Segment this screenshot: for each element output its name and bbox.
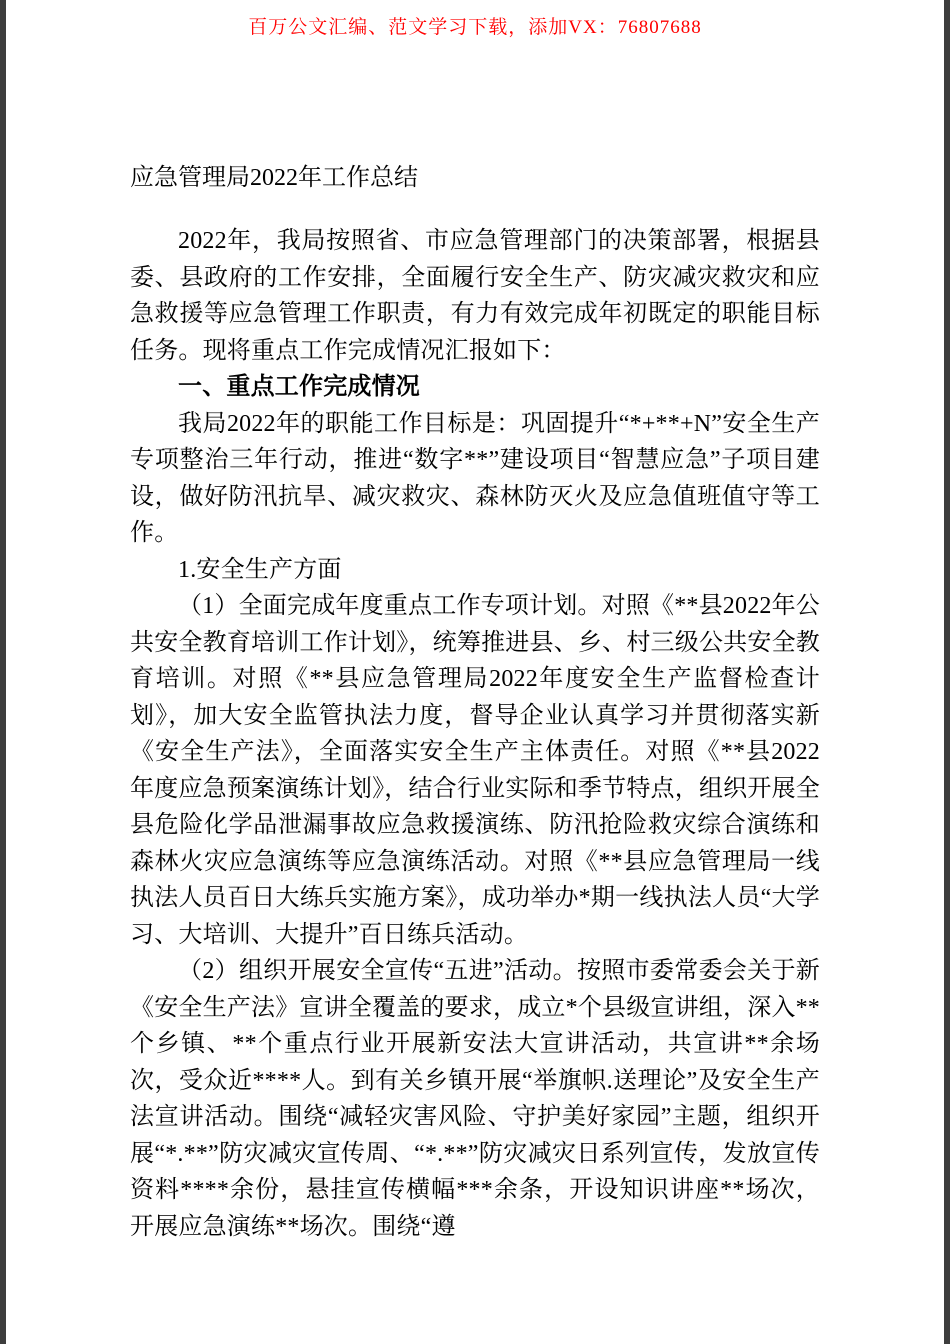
document-title: 应急管理局2022年工作总结 xyxy=(130,165,418,191)
subheading-safety-production: 1.安全生产方面 xyxy=(178,556,342,583)
para-intro: 2022年，我局按照省、市应急管理部门的决策部署，根据县委、县政府的工作安排，全面履行安全生产、防灾减灾救灾和应急救援等应急管理工作职责，有力有效完成年初既定的职能目标任务。现将重点工作完成情况汇报如下： xyxy=(130,228,820,364)
page-edge-left xyxy=(0,0,6,1344)
page-edge-right xyxy=(944,0,950,1344)
para-goals: 我局2022年的职能工作目标是：巩固提升“*+**+N”安全生产专项整治三年行动，推进“数字**”建设项目“智慧应急”子项目建设，做好防汛抗旱、减灾救灾、森林防灭火及应急值班值守等工作。 xyxy=(130,410,820,546)
section-heading-1: 一、重点工作完成情况 xyxy=(178,374,420,400)
para-item-2: （2）组织开展安全宣传“五进”活动。按照市委常委会关于新《安全生产法》宣讲全覆盖的要求，成立*个县级宣讲组，深入**个乡镇、**个重点行业开展新安法大宣讲活动，共宣讲**余场次，受众近****人。到有关乡镇开展“举旗帜.送理论”及安全生产法宣讲活动。围绕“减轻灾害风险、守护美好家园”主题，组织开展“*.**”防灾减灾宣传周、“*.**”防灾减灾日系列宣传，发放宣传资料****余份，悬挂宣传横幅***余条，开设知识讲座**场次，开展应急演练**场次。围绕“遵 xyxy=(130,958,820,1240)
promo-banner: 百万公文汇编、范文学习下载，添加VX：76807688 xyxy=(248,17,702,38)
document-page xyxy=(130,160,820,1245)
para-item-1: （1）全面完成年度重点工作专项计划。对照《**县2022年公共安全教育培训工作计划》，统筹推进县、乡、村三级公共安全教育培训。对照《**县应急管理局2022年度安全生产监督检查计划》，加大安全监管执法力度，督导企业认真学习并贯彻落实新《安全生产法》，全面落实安全生产主体责任。对照《**县2022年度应急预案演练计划》，结合行业实际和季节特点，组织开展全县危险化学品泄漏事故应急救援演练、防汛抢险救灾综合演练和森林火灾应急演练等应急演练活动。对照《**县应急管理局一线执法人员百日大练兵实施方案》，成功举办*期一线执法人员“大学习、大培训、大提升”百日练兵活动。 xyxy=(130,593,820,948)
